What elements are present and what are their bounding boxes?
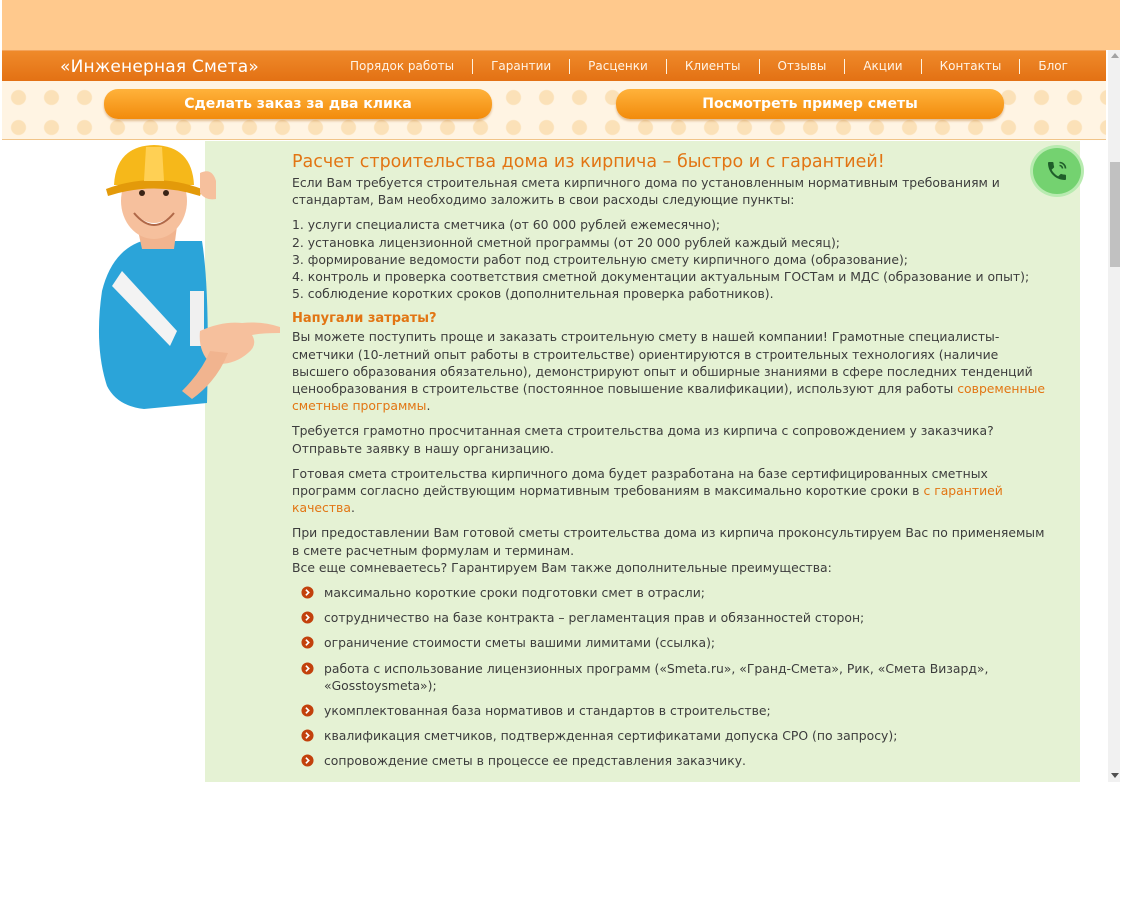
article xyxy=(292,151,1052,778)
list-item-text: укомплектованная база нормативов и стандартов в строительстве; xyxy=(324,703,771,719)
list-item xyxy=(292,752,1052,769)
software-link[interactable]: современные сметные программы xyxy=(292,381,1046,414)
nav-item-blog[interactable]: Блог xyxy=(1019,59,1086,74)
section-subtitle: Напугали затраты? xyxy=(292,311,437,327)
arrow-circle-right-icon xyxy=(301,704,314,717)
scroll-down-arrow-icon[interactable] xyxy=(1111,773,1119,778)
scroll-up-arrow-icon[interactable] xyxy=(1111,53,1119,58)
cost-list-item: 2. установка лицензионной сметной программы (от 20 000 рублей каждый месяц); xyxy=(292,234,840,250)
paragraph-text: Вы можете поступить проще и заказать строительную смету в нашей компании! Грамотные специалисты-сметчики (10-летний опыт работы в строительстве) ориентируются в строительных технологиях (наличие высшего образования обязательно), демонстрируют опыт и обширные знаниями в сфере последних тенденций ценообразования в строительстве (постоянное повышение квалификации), используют для работы xyxy=(292,329,1033,397)
cost-list-item: 4. контроль и проверка соответствия сметной документации актуальным ГОСТам и МДС (образование и опыт); xyxy=(292,269,1030,285)
nav-item-reviews[interactable]: Отзывы xyxy=(759,59,845,74)
site-logo[interactable]: «Инженерная Смета» xyxy=(60,57,260,77)
list-item xyxy=(292,702,1052,719)
nav-item-prices[interactable]: Расценки xyxy=(569,59,666,74)
site-header xyxy=(2,50,1106,81)
paragraph: Требуется грамотно просчитанная смета строительства дома из кирпича с сопровождением у заказчика? Отправьте заявку в нашу организацию. xyxy=(292,423,994,456)
callback-button[interactable] xyxy=(1033,148,1081,194)
advantages-list xyxy=(292,584,1052,770)
arrow-circle-right-icon xyxy=(301,636,314,649)
example-estimate-button[interactable]: Посмотреть пример сметы xyxy=(616,89,1004,119)
nav-item-order[interactable]: Порядок работы xyxy=(350,59,455,73)
nav-item-guarantees[interactable]: Гарантии xyxy=(472,59,569,74)
cost-list-item: 1. услуги специалиста сметчика (от 60 000 рублей ежемесячно); xyxy=(292,217,721,233)
paragraph-text: Готовая смета строительства кирпичного дома будет разработана на базе сертифицированных сметных программ согласно действующим нормативным требованиям в максимально короткие сроки в xyxy=(292,465,988,499)
list-item xyxy=(292,727,1052,744)
arrow-circle-right-icon xyxy=(301,586,314,599)
top-band xyxy=(2,0,1120,50)
order-button[interactable]: Сделать заказ за два клика xyxy=(104,89,492,119)
list-item-text: квалификация сметчиков, подтвержденная сертификатами допуска СРО (по запросу); xyxy=(324,728,898,744)
main-nav xyxy=(332,51,1086,82)
arrow-circle-right-icon xyxy=(301,662,314,675)
cta-bar xyxy=(2,81,1106,140)
cost-list xyxy=(292,216,1052,302)
content-panel xyxy=(205,141,1080,782)
nav-item-clients[interactable]: Клиенты xyxy=(666,59,759,74)
paragraph xyxy=(292,328,1052,414)
scrollbar-thumb[interactable] xyxy=(1110,162,1120,267)
paragraph: При предоставлении Вам готовой сметы строительства дома из кирпича проконсультируем Вас по применяемым в смете расчетным формулам и терминам. xyxy=(292,525,1045,558)
quality-guarantee-link[interactable]: с гарантией качества xyxy=(292,483,1003,516)
list-item-text: ограничение стоимости сметы вашими лимитами (ссылка); xyxy=(324,635,716,651)
arrow-circle-right-icon xyxy=(301,729,314,742)
list-item-text: работа с использование лицензионных программ («Smeta.ru», «Гранд-Смета», Рик, «Смета Визард», «Gosstoysmeta»); xyxy=(324,660,989,693)
phone-icon xyxy=(1045,159,1069,183)
nav-item-promo[interactable]: Акции xyxy=(844,59,920,74)
list-item xyxy=(292,634,1052,651)
cost-list-item: 3. формирование ведомости работ под строительную смету кирпичного дома (образование); xyxy=(292,251,908,267)
arrow-circle-right-icon xyxy=(301,754,314,767)
paragraph-end: . xyxy=(426,398,431,414)
paragraph-end: . xyxy=(350,500,355,516)
nav-item-contacts[interactable]: Контакты xyxy=(921,59,1020,74)
list-item-text: максимально короткие сроки подготовки смет в отрасли; xyxy=(324,585,705,601)
paragraph xyxy=(292,465,1052,517)
paragraph: Все еще сомневаетесь? Гарантируем Вам также дополнительные преимущества: xyxy=(292,559,832,575)
cost-list-item: 5. соблюдение коротких сроков (дополнительная проверка работников). xyxy=(292,286,774,302)
list-item-text: сотрудничество на базе контракта – регламентация прав и обязанностей сторон; xyxy=(324,610,865,626)
construction-worker-illustration xyxy=(82,141,292,413)
list-item xyxy=(292,584,1052,601)
list-item xyxy=(292,660,1052,694)
browser-viewport xyxy=(2,0,1120,782)
arrow-circle-right-icon xyxy=(301,611,314,624)
intro-text: Если Вам требуется строительная смета кирпичного дома по установленным нормативным требованиям и стандартам, Вам необходимо заложить в свои расходы следующие пункты: xyxy=(292,175,1000,208)
list-item-text: сопровождение сметы в процессе ее представления заказчику. xyxy=(324,753,746,769)
page-title: Расчет строительства дома из кирпича – быстро и с гарантией! xyxy=(292,152,885,172)
page-scrollbar[interactable] xyxy=(1108,50,1120,782)
list-item xyxy=(292,609,1052,626)
